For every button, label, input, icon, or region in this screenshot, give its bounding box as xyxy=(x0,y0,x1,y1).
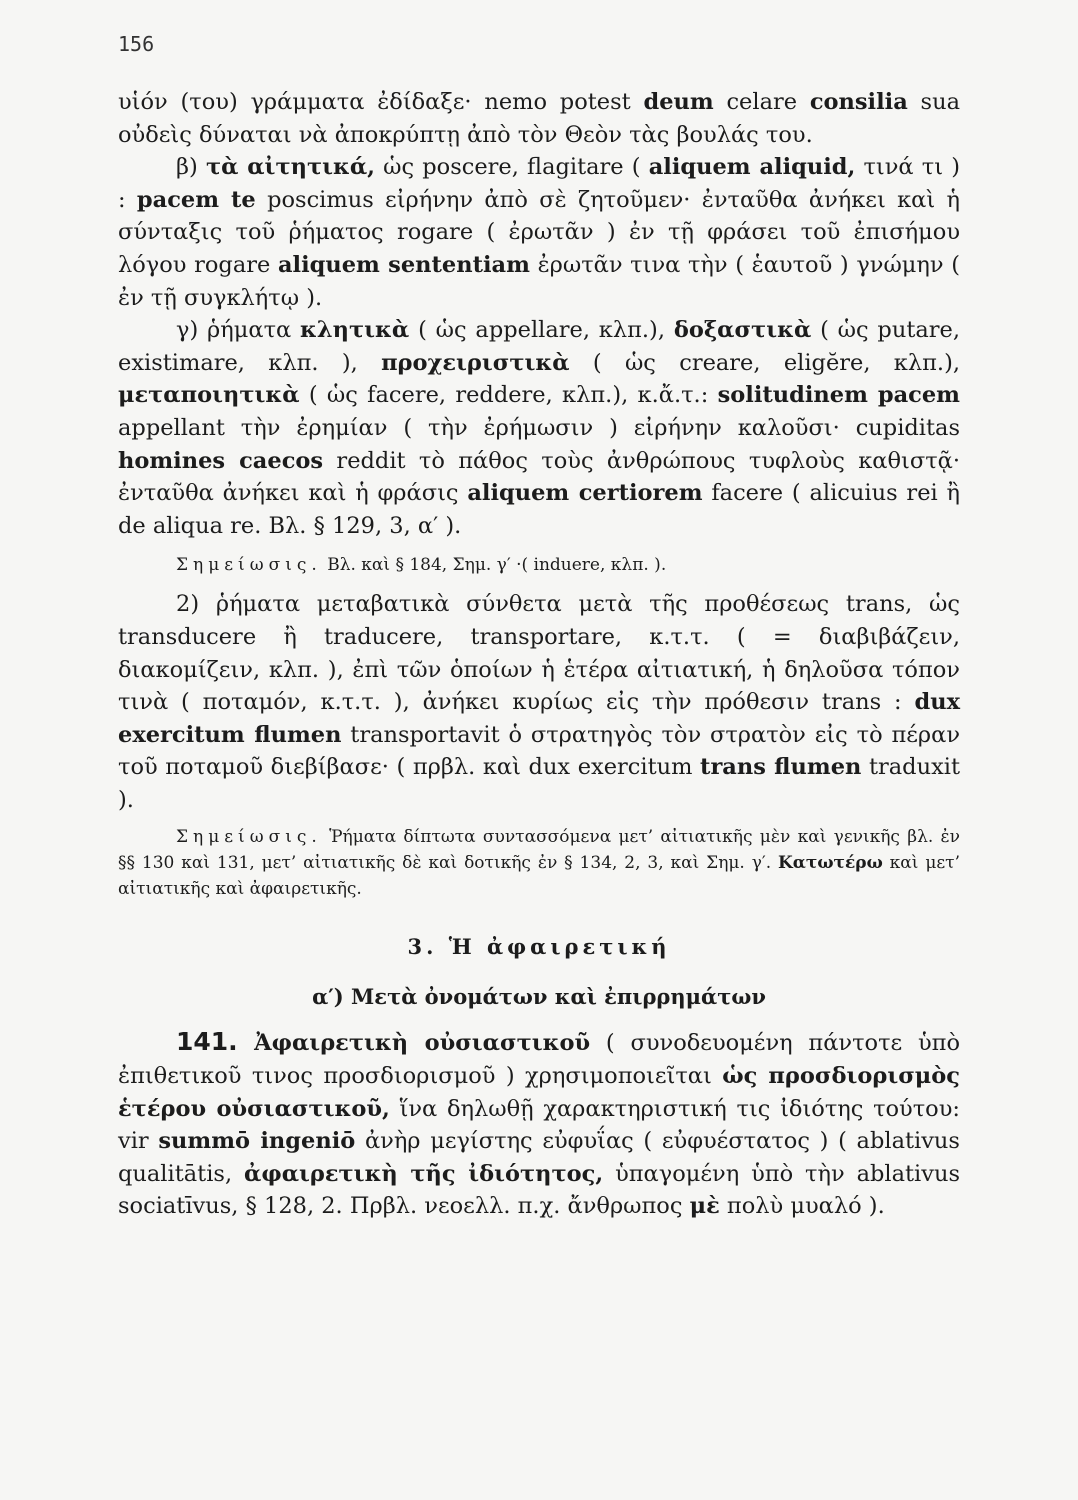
text: ὑπαγομένη ὑπὸ τὴν ablativus sociatīvus, § 128, 2. Πρβλ. νεοελλ. π.χ. ἄνθρωπος xyxy=(118,1160,960,1220)
paragraph xyxy=(118,151,960,314)
bold-text: consilia xyxy=(809,89,908,115)
text: β) xyxy=(176,154,206,181)
bold-text: aliquem aliquid, xyxy=(648,154,856,181)
text: poscimus εἰρήνην ἀπὸ σὲ ζητοῦμεν· ἐνταῦθα ἀνήκει καὶ ἡ σύνταξις τοῦ ῥήματος rogare ( ἐρωτᾶν ) ἐν τῇ φράσει τοῦ ἐπισήμου λόγου rogare xyxy=(118,186,960,278)
bold-text: summō ingeniō xyxy=(158,1128,356,1155)
bold-text: προχειριστικὰ xyxy=(381,349,570,376)
text: reddit τὸ πάθος τοὺς ἀνθρώπους τυφλοὺς καθιστᾷ· ἐνταῦθα ἀνήκει καὶ ἡ φράσις xyxy=(118,447,960,507)
text: ( ὡς creare, eligĕre, κλπ.), xyxy=(569,349,960,376)
text: ( ὡς facere, reddere, κλπ.), κ.ἄ.τ.: xyxy=(299,382,718,409)
text: facere ( alicuius rei ἢ de aliqua re. Βλ. § 129, 3, α′ ). xyxy=(118,480,961,539)
text: 2) ῥήματα μεταβατικὰ σύνθετα μετὰ τῆς προθέσεως trans, ὡς transducere ἢ traducere, transportare, κ.τ.τ. ( = διαβιβάζειν, διακομίζειν, κλπ. ), ἐπὶ τῶν ὁποίων ἡ ἑτέρα αἰτιατική, ἡ δηλοῦσα τόπον τινὰ ( ποταμόν, κ.τ.τ. ), ἀνήκει κυρίως εἰς τὴν πρόθεσιν trans : xyxy=(118,591,960,716)
bold-text: aliquem sententiam xyxy=(277,251,530,278)
text: καὶ μετ’ αἰτιατικῆς καὶ ἀφαιρετικῆς. xyxy=(118,853,960,900)
bold-text: δοξαστικὰ xyxy=(673,317,812,344)
text: υἱόν (του) γράμματα ἐδίδαξε· nemo potest xyxy=(118,89,644,115)
text: ὡς poscere, flagitare ( xyxy=(375,154,649,181)
text: ἵνα δηλωθῇ χαρακτηριστική τις ἰδιότης τούτου: vir xyxy=(118,1095,960,1155)
paragraph xyxy=(118,588,960,816)
section-number: 141. xyxy=(176,1027,238,1057)
bold-text: μὲ xyxy=(689,1193,720,1220)
text: Βλ. καὶ § 184, Σημ. γ′ ·( induere, κλπ. ). xyxy=(321,555,667,576)
text: ( ὡς appellare, κλπ.), xyxy=(409,317,674,344)
paragraph xyxy=(118,86,960,151)
note-label: Σημείωσις. xyxy=(176,827,322,848)
bold-text: ὡς προσδιορισμὸς ἑτέρου οὐσιαστικοῦ, xyxy=(118,1063,960,1122)
text: sua οὐδεὶς δύναται νὰ ἀποκρύπτῃ ἀπὸ τὸν Θεὸν τὰς βουλάς του. xyxy=(118,89,961,148)
bold-text: τὰ αἰτητικά, xyxy=(205,154,375,181)
text: celare xyxy=(713,89,810,115)
note xyxy=(118,824,960,902)
section-title: Ἀφαιρετικὴ οὐσιαστικοῦ xyxy=(237,1030,591,1057)
text: τινά τι ) : xyxy=(118,154,960,213)
text: appellant τὴν ἐρημίαν ( τὴν ἐρήμωσιν ) εἰρήνην καλοῦσι· cupiditas xyxy=(118,414,960,441)
bold-text: ἀφαιρετικὴ τῆς ἰδιότητος, xyxy=(244,1160,604,1187)
page-number: 156 xyxy=(118,32,155,56)
text: transportavit ὁ στρατηγὸς τὸν στρατὸν εἰς τὸ πέραν τοῦ ποταμοῦ διεβίβασε· ( πρβλ. καὶ dux exercitum xyxy=(118,721,960,781)
bold-text: Κατωτέρω xyxy=(778,853,883,874)
bold-text: pacem te xyxy=(136,186,256,213)
text: ( ὡς putare, existimare, κλπ. ), xyxy=(118,317,961,376)
note-label: Σημείωσις. xyxy=(176,555,322,576)
bold-text: μεταποιητικὰ xyxy=(118,382,300,409)
text: ἀνὴρ μεγίστης εὐφυΐας ( εὐφυέστατος ) ( ablativus qualitātis, xyxy=(118,1128,960,1187)
note xyxy=(118,552,960,578)
text: Ῥήματα δίπτωτα συντασσόμενα μετ’ αἰτιατικῆς μὲν καὶ γενικῆς βλ. ἐν §§ 130 καὶ 131, μετ’ αἰτιατικῆς δὲ καὶ δοτικῆς ἐν § 134, 2, 3, καὶ Σημ. γ′. xyxy=(118,827,960,874)
paragraph xyxy=(118,1026,960,1223)
bold-text: aliquem certiorem xyxy=(467,480,703,507)
section-heading: 3. Ἡ ἀφαιρετική xyxy=(407,934,671,960)
text: πολὺ μυαλό ). xyxy=(719,1193,885,1220)
bold-text: κλητικὰ xyxy=(300,317,410,344)
text: ( συνοδευομένη πάντοτε ὑπὸ ἐπιθετικοῦ τινος προσδιορισμοῦ ) χρησιμοποιεῖται xyxy=(118,1030,960,1090)
text: traduxit ). xyxy=(118,754,960,813)
paragraph xyxy=(118,314,960,542)
page-body xyxy=(118,86,960,1223)
text: ἐρωτᾶν τινα τὴν ( ἑαυτοῦ ) γνώμην ( ἐν τῇ συγκλήτῳ ). xyxy=(118,251,960,311)
text: γ) ῥήματα xyxy=(176,317,301,344)
bold-text: trans flumen xyxy=(700,754,862,781)
subsection-heading: α′) Μετὰ ὀνομάτων καὶ ἐπιρρημάτων xyxy=(312,984,766,1010)
bold-text: homines caecos xyxy=(118,447,324,474)
bold-text: dux exercitum flumen xyxy=(118,689,960,748)
bold-text: deum xyxy=(643,89,714,115)
bold-text: solitudinem pacem xyxy=(717,382,960,409)
